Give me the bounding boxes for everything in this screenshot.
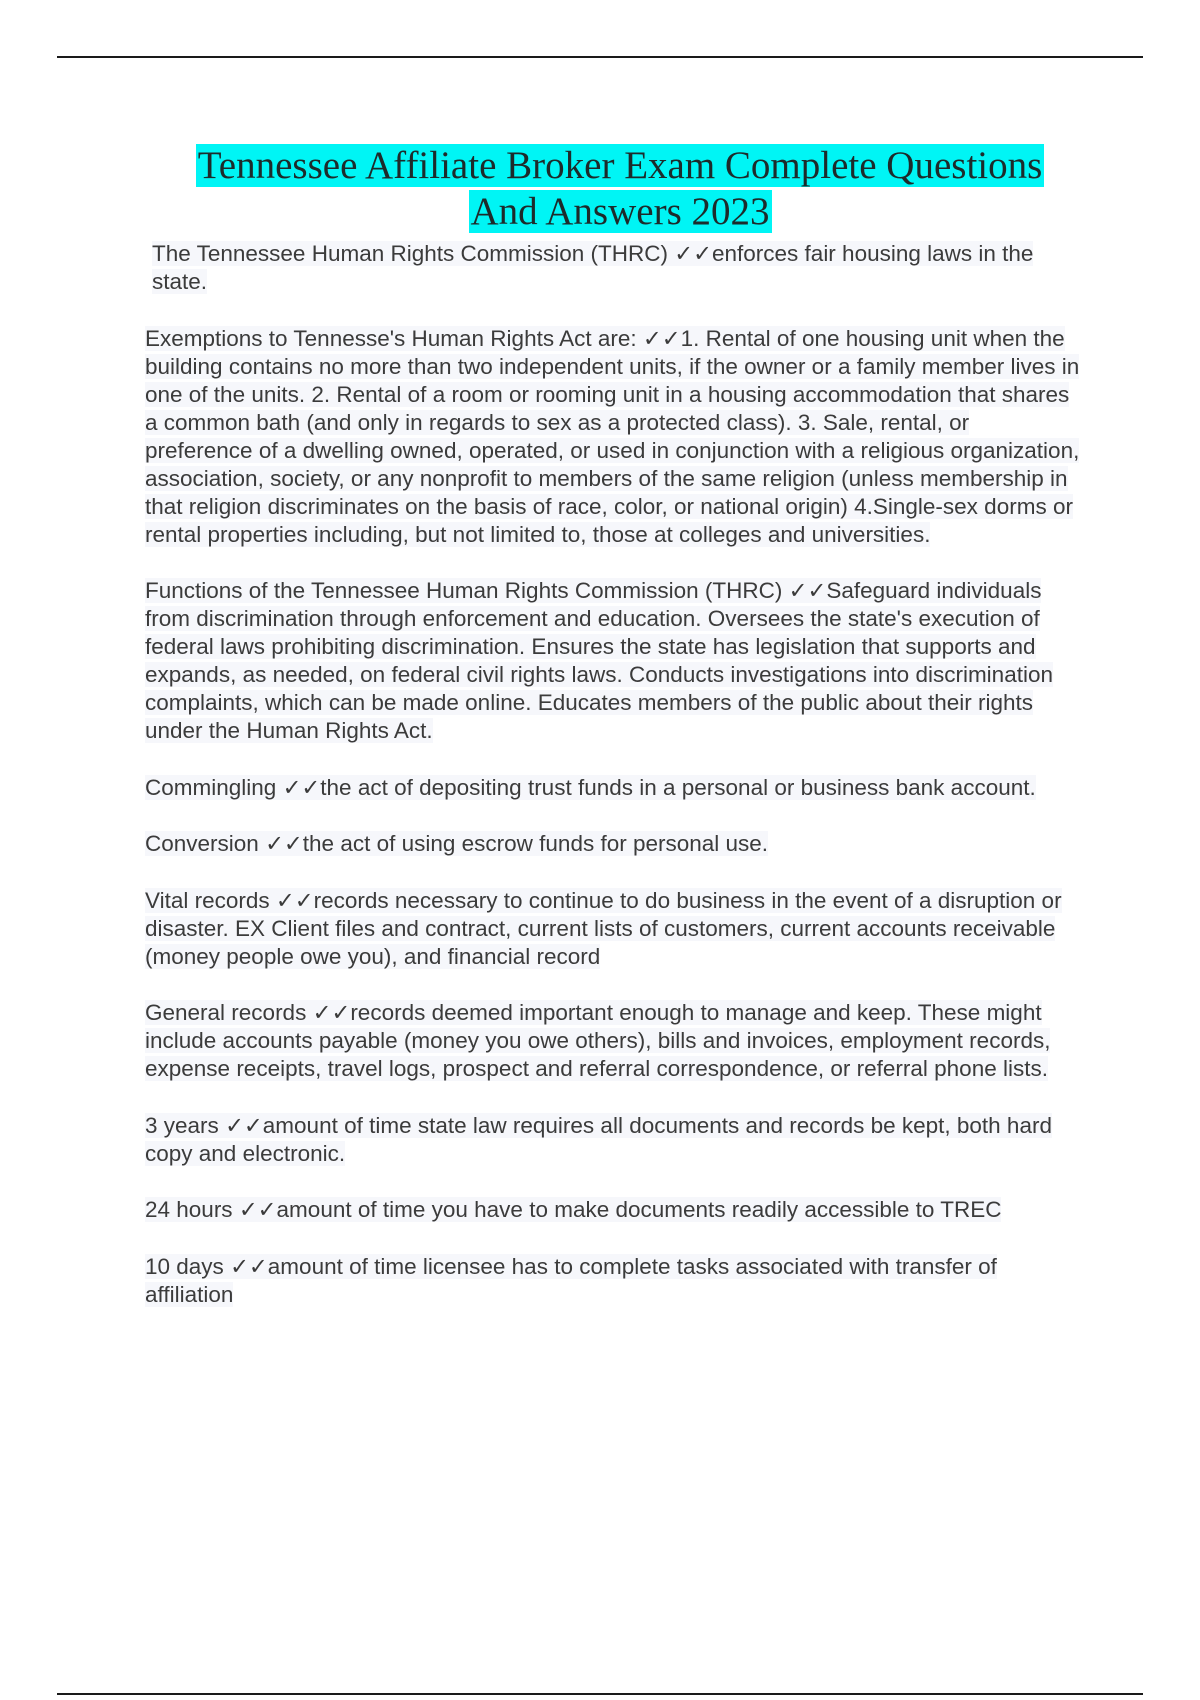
qa-entry xyxy=(145,999,1080,1083)
qa-term: 10 days xyxy=(145,1253,224,1279)
qa-answer: amount of time you have to make documents readily accessible to TREC xyxy=(276,1197,1002,1222)
qa-answer: the act of depositing trust funds in a personal or business bank account. xyxy=(320,774,1036,800)
qa-answer: the act of using escrow funds for personal use. xyxy=(302,831,769,856)
qa-entry xyxy=(145,887,1080,971)
qa-list xyxy=(145,240,1080,1337)
qa-entry xyxy=(145,325,1080,549)
qa-answer: amount of time licensee has to complete tasks associated with transfer of affiliation xyxy=(145,1253,997,1307)
qa-answer: 1. Rental of one housing unit when the building contains no more than two independent units, if the owner or a family member lives in one of the units. 2. Rental of a room or rooming unit in a housing accommodation that shares a common bath (and only in regards to sex as a protected class). 3. Sale, rental, or preference of a dwelling owned, operated, or used in conjunction with a religious organization, association, society, or any nonprofit to members of the same religion (unless membership in that religion discriminates on the basis of race, color, or national origin) 4.Single-sex dorms or rental properties including, but not limited to, those at colleges and universities. xyxy=(145,325,1080,547)
qa-answer: Safeguard individuals from discrimination through enforcement and education. Oversees the state's execution of federal laws prohibiting discrimination. Ensures the state has legislation that supports and expands, as needed, on federal civil rights laws. Conducts investigations into discrimination complaints, which can be made online. Educates members of the public about their rights under the Human Rights Act. xyxy=(145,578,1053,743)
qa-entry xyxy=(145,1253,1080,1309)
qa-term: 24 hours xyxy=(145,1197,233,1222)
qa-entry xyxy=(145,1112,1080,1168)
title-line-2: And Answers 2023 xyxy=(470,190,770,233)
check-icon: ✓✓ xyxy=(282,774,321,800)
check-icon: ✓✓ xyxy=(642,325,681,351)
qa-entry xyxy=(145,577,1080,745)
qa-answer: enforces fair housing laws in the state. xyxy=(152,241,1034,294)
check-icon: ✓✓ xyxy=(788,578,827,603)
bottom-rule xyxy=(57,1693,1143,1695)
check-icon: ✓✓ xyxy=(275,887,314,913)
qa-answer: amount of time state law requires all documents and records be kept, both hard copy and electronic. xyxy=(145,1112,1052,1166)
qa-answer: records necessary to continue to do business in the event of a disruption or disaster. EX Client files and contract, current lists of customers, current accounts receivable (money people owe you), and financial record xyxy=(145,887,1062,969)
qa-term: The Tennessee Human Rights Commission (THRC) xyxy=(152,241,669,266)
qa-answer: records deemed important enough to manage and keep. These might include accounts payable (money you owe others), bills and invoices, employment records, expense receipts, travel logs, prospect and referral correspondence, or referral phone lists. xyxy=(145,1000,1051,1081)
qa-term: Functions of the Tennessee Human Rights Commission (THRC) xyxy=(145,578,783,603)
qa-entry xyxy=(145,774,1080,802)
top-rule xyxy=(57,56,1143,58)
qa-term: Conversion xyxy=(145,831,259,856)
qa-term: Exemptions to Tennesse's Human Rights Act are: xyxy=(145,325,637,351)
qa-entry xyxy=(145,1196,1080,1224)
check-icon: ✓✓ xyxy=(674,241,712,266)
check-icon: ✓✓ xyxy=(265,831,303,856)
document-title xyxy=(130,143,1110,235)
check-icon: ✓✓ xyxy=(230,1253,268,1279)
check-icon: ✓✓ xyxy=(238,1197,277,1222)
qa-term: Vital records xyxy=(145,887,270,913)
check-icon: ✓✓ xyxy=(312,1000,351,1025)
qa-entry xyxy=(145,240,1080,296)
qa-entry xyxy=(145,830,1080,858)
qa-term: 3 years xyxy=(145,1112,219,1138)
qa-term: Commingling xyxy=(145,774,277,800)
qa-term: General records xyxy=(145,1000,307,1025)
check-icon: ✓✓ xyxy=(225,1112,263,1138)
title-line-1: Tennessee Affiliate Broker Exam Complete Questions xyxy=(197,144,1043,187)
